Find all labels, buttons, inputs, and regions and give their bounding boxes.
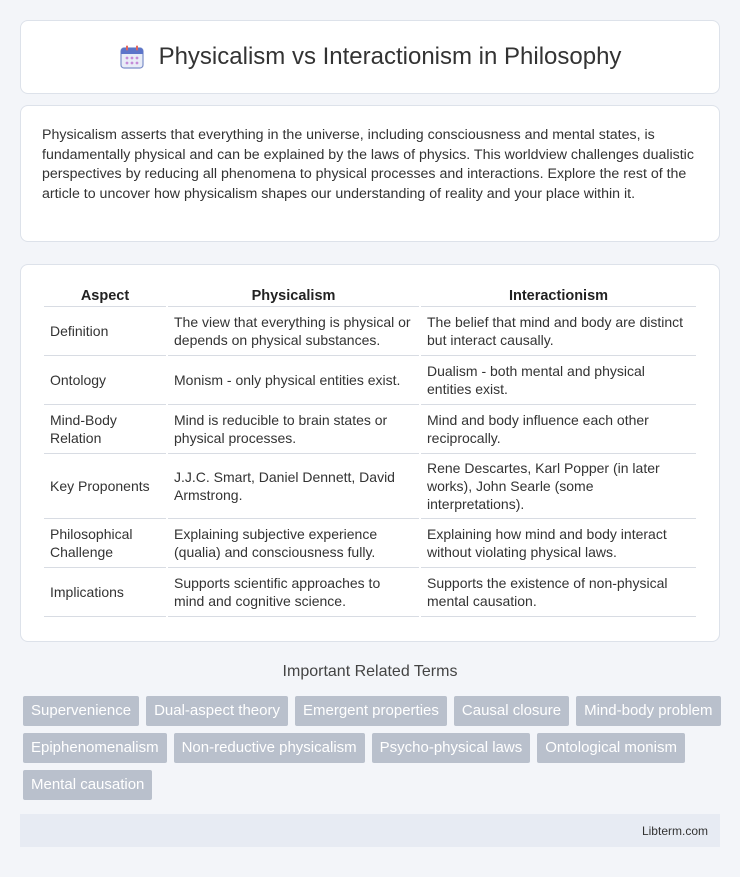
cell-aspect: Definition <box>44 307 166 356</box>
table-row <box>44 454 696 519</box>
header-physicalism: Physicalism <box>168 285 419 307</box>
cell-interactionism: Dualism - both mental and physical entities exist. <box>421 356 696 405</box>
table-row <box>44 405 696 454</box>
intro-card <box>20 105 720 242</box>
calendar-icon <box>119 44 145 70</box>
tag-non-reductive-physicalism[interactable]: Non-reductive physicalism <box>174 733 365 763</box>
cell-aspect: Mind-Body Relation <box>44 405 166 454</box>
page-title: Physicalism vs Interactionism in Philosophy <box>158 43 622 70</box>
cell-physicalism: Monism - only physical entities exist. <box>168 356 419 405</box>
cell-interactionism: Supports the existence of non-physical mental causation. <box>421 568 696 617</box>
tag-causal-closure[interactable]: Causal closure <box>454 696 569 726</box>
intro-text: Physicalism asserts that everything in the universe, including consciousness and mental states, is fundamentally physical and can be explained by the laws of physics. This worldview challenges dualistic perspectives by reducing all phenomena to physical processes and interactions. Explore the rest of the article to uncover how physicalism shapes our understanding of reality and your place within it. <box>42 127 694 202</box>
cell-aspect: Key Proponents <box>44 454 166 519</box>
header-card <box>20 20 720 94</box>
footer <box>20 814 720 847</box>
cell-interactionism: Mind and body influence each other reciprocally. <box>421 405 696 454</box>
table-header-row <box>44 285 696 307</box>
tag-supervenience[interactable]: Supervenience <box>23 696 139 726</box>
tag-epiphenomenalism[interactable]: Epiphenomenalism <box>23 733 167 763</box>
cell-aspect: Implications <box>44 568 166 617</box>
table-row <box>44 568 696 617</box>
cell-interactionism: The belief that mind and body are distinct but interact causally. <box>421 307 696 356</box>
cell-physicalism: J.J.C. Smart, Daniel Dennett, David Armstrong. <box>168 454 419 519</box>
footer-site-link[interactable]: Libterm.com <box>641 823 708 838</box>
tag-mental-causation[interactable]: Mental causation <box>23 770 152 800</box>
cell-aspect: Philosophical Challenge <box>44 519 166 568</box>
cell-physicalism: Mind is reducible to brain states or physical processes. <box>168 405 419 454</box>
header-inner <box>119 43 622 71</box>
tag-ontological-monism[interactable]: Ontological monism <box>537 733 685 763</box>
cell-physicalism: The view that everything is physical or depends on physical substances. <box>168 307 419 356</box>
comparison-table <box>42 285 698 617</box>
table-row <box>44 307 696 356</box>
table-row <box>44 356 696 405</box>
related-terms-title: Important Related Terms <box>282 663 458 680</box>
cell-interactionism: Explaining how mind and body interact without violating physical laws. <box>421 519 696 568</box>
header-aspect: Aspect <box>44 285 166 307</box>
comparison-table-card <box>20 264 720 642</box>
tag-emergent-properties[interactable]: Emergent properties <box>295 696 447 726</box>
cell-physicalism: Supports scientific approaches to mind and cognitive science. <box>168 568 419 617</box>
table-row <box>44 519 696 568</box>
cell-aspect: Ontology <box>44 356 166 405</box>
tag-psycho-physical-laws[interactable]: Psycho-physical laws <box>372 733 531 763</box>
header-interactionism: Interactionism <box>421 285 696 307</box>
cell-physicalism: Explaining subjective experience (qualia) and consciousness fully. <box>168 519 419 568</box>
related-terms-list <box>23 696 723 800</box>
tag-mind-body-problem[interactable]: Mind-body problem <box>576 696 720 726</box>
tag-dual-aspect-theory[interactable]: Dual-aspect theory <box>146 696 288 726</box>
cell-interactionism: Rene Descartes, Karl Popper (in later works), John Searle (some interpretations). <box>421 454 696 519</box>
